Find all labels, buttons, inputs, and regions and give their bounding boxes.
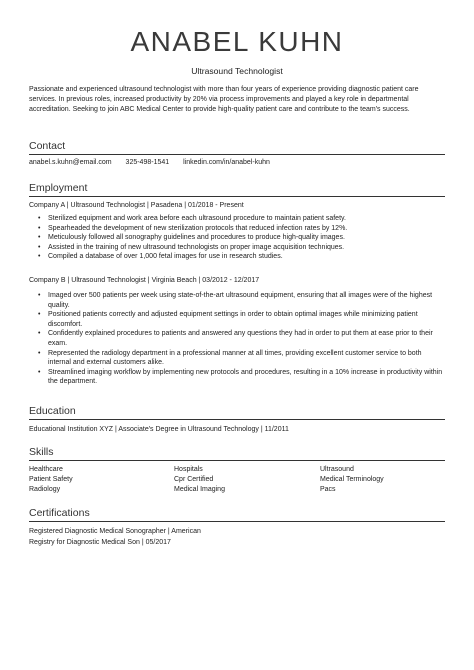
skills-grid — [29, 466, 445, 496]
job-bullet: • Meticulously followed all sonography guidelines and procedures to produce high-quality images. — [48, 233, 444, 243]
section-title-certifications: Certifications — [29, 507, 90, 519]
skill-item: Ultrasound — [320, 466, 354, 473]
section-divider — [29, 154, 445, 155]
job-bullet: • Imaged over 500 patients per week using state-of-the-art ultrasound equipment, ensuring that all images were of the highest quality. — [48, 291, 444, 310]
section-title-education: Education — [29, 405, 76, 417]
job-bullet: • Confidently explained procedures to patients and answered any questions they had in order to put them at ease prior to their exam. — [48, 329, 444, 348]
skills-row — [29, 486, 445, 496]
certification-entry: Registry for Diagnostic Medical Son | 05/2017 — [29, 539, 171, 546]
skill-item: Radiology — [29, 486, 61, 493]
section-title-skills: Skills — [29, 446, 54, 458]
job-bullet: • Sterilized equipment and work area before each ultrasound procedure to maintain patient safety. — [48, 214, 444, 224]
contact-phone: 325-498-1541 — [125, 159, 170, 166]
job-header: Company B | Ultrasound Technologist | Virginia Beach | 03/2012 - 12/2017 — [29, 277, 260, 284]
skill-item: Pacs — [320, 486, 336, 493]
section-divider — [29, 521, 445, 522]
certification-entry: Registered Diagnostic Medical Sonographer | American — [29, 528, 201, 535]
skill-item: Medical Imaging — [174, 486, 225, 493]
section-title-employment: Employment — [29, 182, 88, 194]
candidate-name: ANABEL KUHN — [130, 26, 344, 57]
contact-row — [29, 159, 282, 166]
job-bullet: • Spearheaded the development of new sterilization protocols that reduced infection rates by 12%. — [48, 224, 444, 234]
skill-item: Hospitals — [174, 466, 203, 473]
skills-row — [29, 476, 445, 486]
job-bullet: • Streamlined imaging workflow by implementing new protocols and procedures, resulting in a 10% increase in productivity within the department. — [48, 368, 444, 387]
section-title-contact: Contact — [29, 140, 66, 152]
education-entry: Educational Institution XYZ | Associate's Degree in Ultrasound Technology | 11/2011 — [29, 426, 289, 433]
section-divider — [29, 460, 445, 461]
skill-item: Healthcare — [29, 466, 63, 473]
job-bullet: • Compiled a database of over 1,000 fetal images for use in research studies. — [48, 252, 444, 262]
contact-email[interactable]: anabel.s.kuhn@email.com — [29, 159, 112, 166]
job-bullet-list — [48, 214, 444, 262]
job-title: Ultrasound Technologist — [191, 66, 283, 76]
summary-paragraph: Passionate and experienced ultrasound technologist with more than four years of experience providing diagnostic patient care services. In previous roles, increased productivity by 20% via process improvements and played a key role in departmental accreditation. Seeking to join ABC Medical Center to provide high-quality patient care and contribute to the team's success. — [29, 86, 419, 113]
job-bullet: • Positioned patients correctly and adjusted equipment settings in order to obtain optimal images while minimizing patient discomfort. — [48, 310, 444, 329]
skill-item: Medical Terminology — [320, 476, 384, 483]
skill-item: Cpr Certified — [174, 476, 214, 483]
skills-row — [29, 466, 445, 476]
job-bullet-list — [48, 291, 444, 387]
section-divider — [29, 419, 445, 420]
contact-linkedin[interactable]: linkedin.com/in/anabel-kuhn — [183, 159, 270, 166]
job-bullet: • Represented the radiology department in a professional manner at all times, providing excellent customer service to both internal and external customers alike. — [48, 349, 444, 368]
skill-item: Patient Safety — [29, 476, 73, 483]
job-bullet: • Assisted in the training of new ultrasound technologists on proper image acquisition techniques. — [48, 243, 444, 253]
section-divider — [29, 196, 445, 197]
job-header: Company A | Ultrasound Technologist | Pasadena | 01/2018 - Present — [29, 202, 244, 209]
